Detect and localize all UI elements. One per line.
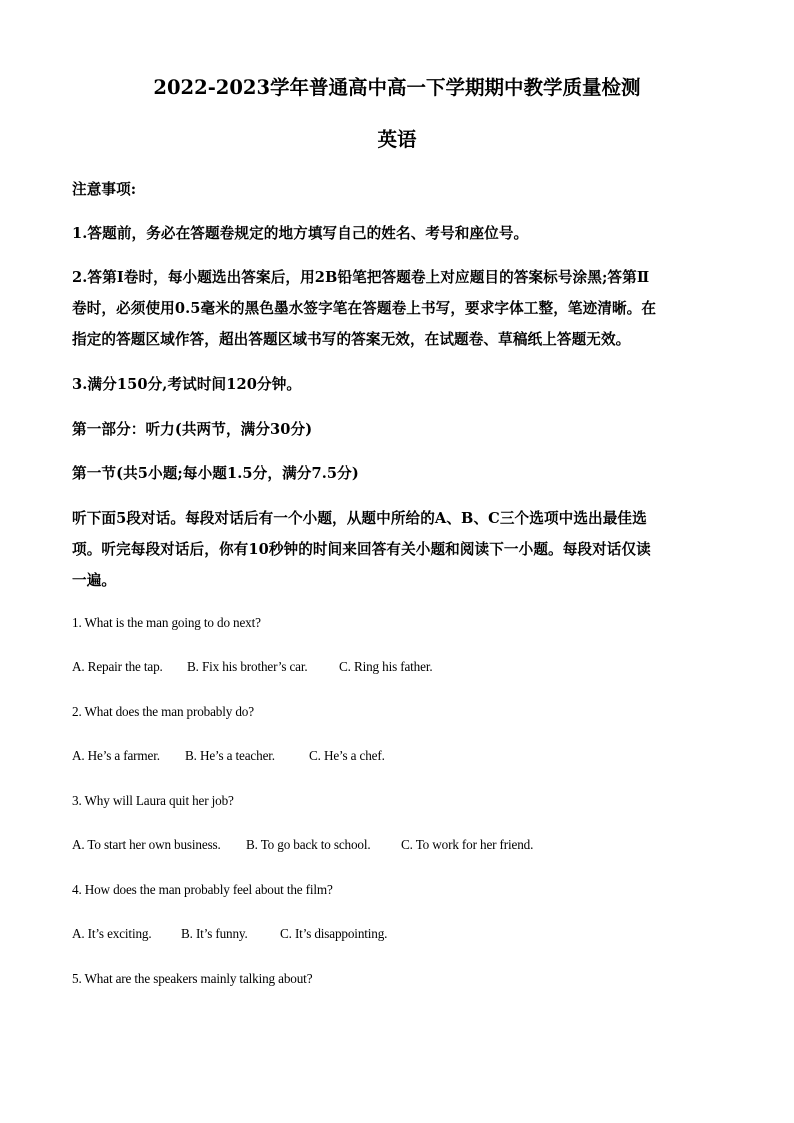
question-1-option-b: B. Fix his brother’s car. [187, 659, 308, 674]
instructions-line-3: 一遍。 [72, 572, 117, 589]
question-4-stem: 4. How does the man probably feel about the film? [72, 882, 333, 897]
question-1-stem: 1. What is the man going to do next? [72, 615, 261, 630]
instructions-line-2: 项。听完每段对话后，你有10秒钟的时间来回答有关小题和阅读下一小题。每段对话仅读 [72, 541, 651, 558]
question-3-option-b: B. To go back to school. [246, 837, 371, 852]
question-1-option-c: C. Ring his father. [339, 659, 433, 674]
question-2-options [72, 748, 385, 764]
question-1-options [72, 659, 433, 675]
question-2-option-b: B. He’s a teacher. [185, 748, 275, 763]
instructions-line-1: 听下面5段对话。每段对话后有一个小题，从题中所给的A、B、C三个选项中选出最佳选 [72, 510, 647, 527]
exam-title: 2022-2023学年普通高中高一下学期期中教学质量检测 [153, 76, 641, 99]
note-item-2-line-2: 卷时，必须使用0.5毫米的黑色墨水签字笔在答题卷上书写，要求字体工整，笔迹清晰。在 [72, 300, 657, 317]
question-5-stem: 5. What are the speakers mainly talking about? [72, 971, 313, 986]
subject-title: 英语 [377, 128, 417, 151]
question-2-option-c: C. He’s a chef. [309, 748, 385, 763]
question-2-stem: 2. What does the man probably do? [72, 704, 254, 719]
question-4-option-c: C. It’s disappointing. [280, 926, 388, 941]
question-3-options [72, 837, 533, 853]
question-3-option-a: A. To start her own business. [72, 837, 221, 852]
note-item-2-line-3: 指定的答题区域作答，超出答题区域书写的答案无效，在试题卷、草稿纸上答题无效。 [72, 331, 631, 348]
question-3-option-c: C. To work for her friend. [401, 837, 534, 852]
part-one-heading: 第一部分：听力(共两节，满分30分) [72, 421, 313, 438]
section-one-heading: 第一节(共5小题;每小题1.5分，满分7.5分) [72, 465, 359, 482]
question-3-stem: 3. Why will Laura quit her job? [72, 793, 234, 808]
note-item-3: 3.满分150分,考试时间120分钟。 [72, 376, 302, 393]
question-1-option-a: A. Repair the tap. [72, 659, 163, 674]
note-item-1: 1.答题前，务必在答题卷规定的地方填写自己的姓名、考号和座位号。 [72, 225, 529, 242]
question-2-option-a: A. He’s a farmer. [72, 748, 160, 763]
notes-heading: 注意事项: [72, 181, 137, 198]
question-4-options [72, 926, 387, 942]
question-4-option-b: B. It’s funny. [181, 926, 248, 941]
note-item-2-line-1: 2.答第Ⅰ卷时，每小题选出答案后，用2B铅笔把答题卷上对应题目的答案标号涂黑;答第Ⅱ [72, 269, 650, 286]
question-4-option-a: A. It’s exciting. [72, 926, 152, 941]
